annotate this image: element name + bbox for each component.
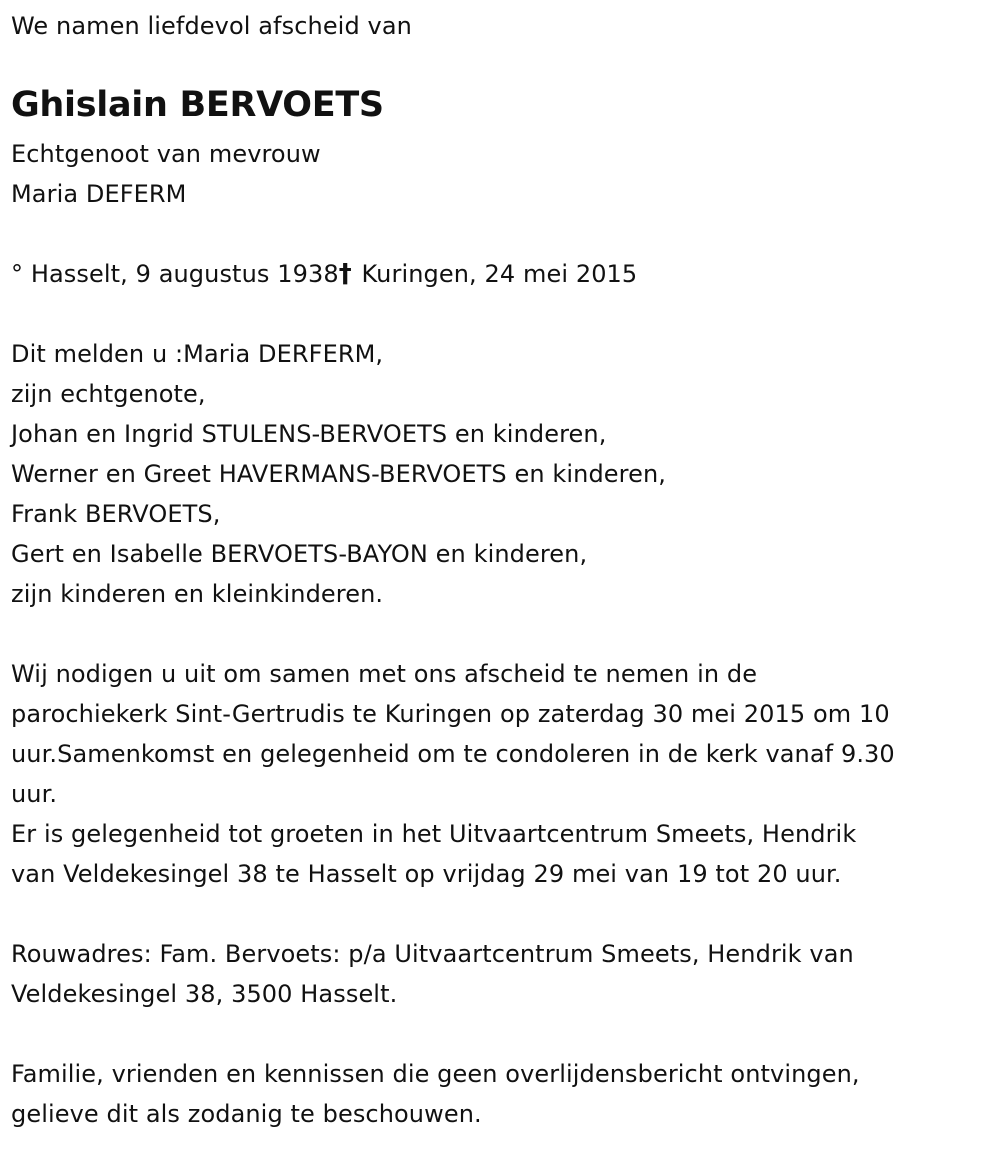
dates-block: [11, 254, 637, 294]
birth-death-line: [11, 254, 637, 294]
closing-line: gelieve dit als zodanig te beschouwen.: [11, 1100, 482, 1128]
death-date: Kuringen, 24 mei 2015: [353, 260, 638, 288]
spouse-name: Maria DEFERM: [11, 180, 187, 208]
address-line: Veldekesingel 38, 3500 Hasselt.: [11, 980, 398, 1008]
birth-date: ° Hasselt, 9 augustus 1938: [11, 260, 339, 288]
closing-block: [11, 1054, 860, 1134]
announcement-line: zijn echtgenote,: [11, 380, 206, 408]
announcement-line: Johan en Ingrid STULENS-BERVOETS en kinderen,: [11, 420, 607, 448]
address-line: Rouwadres: Fam. Bervoets: p/a Uitvaartcentrum Smeets, Hendrik van: [11, 940, 854, 968]
invitation-line: uur.: [11, 780, 58, 808]
intro-text: We namen liefdevol afscheid van: [11, 12, 412, 40]
invitation-line: Er is gelegenheid tot groeten in het Uitvaartcentrum Smeets, Hendrik: [11, 820, 857, 848]
spouse-block: [11, 134, 321, 214]
deceased-name: Ghislain BERVOETS: [11, 85, 384, 125]
announcement-line: Gert en Isabelle BERVOETS-BAYON en kinderen,: [11, 540, 588, 568]
announcement-line: Dit melden u :Maria DERFERM,: [11, 340, 384, 368]
invitation-line: Wij nodigen u uit om samen met ons afscheid te nemen in de: [11, 660, 758, 688]
cross-icon: †: [338, 259, 352, 289]
announcement-block: [11, 334, 666, 614]
address-block: [11, 934, 854, 1014]
spouse-line: Echtgenoot van mevrouw: [11, 140, 321, 168]
closing-line: Familie, vrienden en kennissen die geen overlijdensbericht ontvingen,: [11, 1060, 860, 1088]
invitation-block: [11, 654, 895, 894]
announcement-line: Werner en Greet HAVERMANS-BERVOETS en kinderen,: [11, 460, 667, 488]
announcement-line: Frank BERVOETS,: [11, 500, 221, 528]
announcement-line: zijn kinderen en kleinkinderen.: [11, 580, 384, 608]
invitation-line: parochiekerk Sint-Gertrudis te Kuringen op zaterdag 30 mei 2015 om 10: [11, 700, 890, 728]
invitation-line: uur.Samenkomst en gelegenheid om te condoleren in de kerk vanaf 9.30: [11, 740, 895, 768]
invitation-line: van Veldekesingel 38 te Hasselt op vrijdag 29 mei van 19 tot 20 uur.: [11, 860, 842, 888]
